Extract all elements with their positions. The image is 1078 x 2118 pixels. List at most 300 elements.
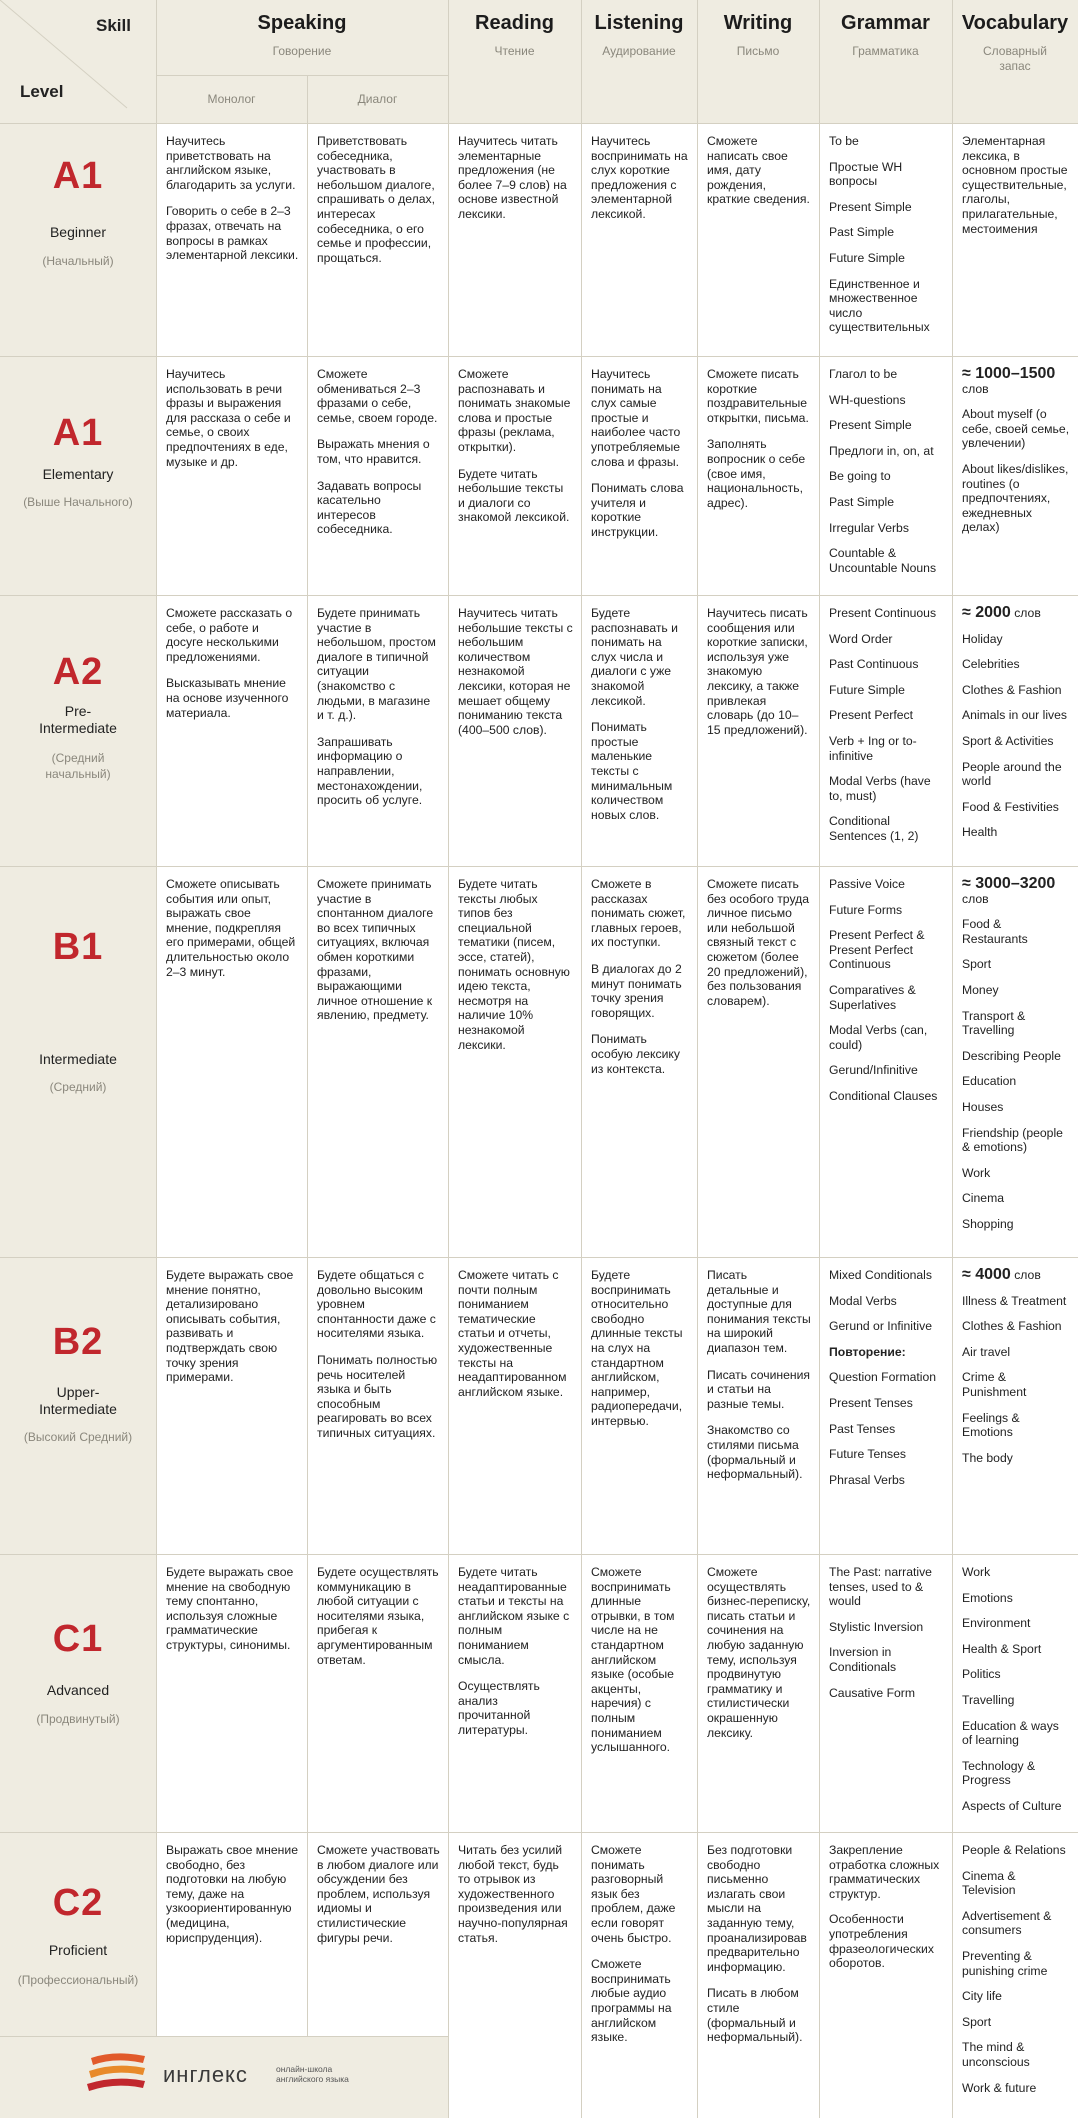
grammar-text xyxy=(829,1565,944,1711)
grammar-item: Предлоги in, on, at xyxy=(829,443,934,458)
text-paragraph: Сможете осуществлять бизнес-переписку, писать статьи и сочинения на любую заданную тему, используя продвинутую грамматику и стилистически окрашенную лексику. xyxy=(707,1565,811,1740)
grid-vline xyxy=(697,0,698,2118)
text-paragraph: Сможете писать без особого труда личное письмо или небольшой связный текст с сюжетом (более 20 предложений), без пользования словарем). xyxy=(707,877,810,1008)
vocab-count xyxy=(962,877,1070,906)
monolog-text xyxy=(166,1843,299,1957)
text-paragraph: Будете читать небольшие тексты и диалоги со знакомой лексикой. xyxy=(458,466,570,525)
grammar-item: Question Formation xyxy=(829,1370,937,1385)
grid-hline xyxy=(0,123,1078,124)
writing-cell xyxy=(697,866,819,1257)
dialog-cell xyxy=(307,123,448,356)
corner-header xyxy=(0,0,156,123)
grid-hline xyxy=(0,356,1078,357)
speaking-title: Speaking xyxy=(257,12,347,34)
text-paragraph: Сможете понимать разговорный язык без проблем, даже если говорят очень быстро. xyxy=(591,1843,676,1945)
grid-vline xyxy=(307,75,308,2036)
writing-cell xyxy=(697,1554,819,1832)
text-paragraph: Сможете рассказать о себе, о работе и досуге несколькими предложениями. xyxy=(166,606,293,664)
vocab-item: About likes/dislikes, routines (о предпочтениях, ежедневных делах) xyxy=(962,461,1069,535)
speaking-subtitle: Говорение xyxy=(272,44,332,58)
vocab-count-number: ≈ 1000–1500 xyxy=(962,365,1056,382)
grammar-item: Passive Voice xyxy=(829,877,905,891)
level-russian-name: (Средний) xyxy=(49,1080,107,1094)
text-paragraph: Будете воспринимать относительно свободно длинные тексты на слух на стандартном английском, например, радиопередачи, интервью. xyxy=(591,1268,683,1428)
grid-hline xyxy=(0,1832,1078,1833)
brand-tagline xyxy=(276,2064,349,2084)
text-paragraph: Писать в любом стиле (формальный и неформальный). xyxy=(707,1986,803,2045)
vocab-item: Air travel xyxy=(962,1344,1011,1359)
dialog-cell xyxy=(307,1554,448,1832)
grammar-item: Word Order xyxy=(829,631,893,646)
grid-hline xyxy=(0,595,1078,596)
text-paragraph: Выражать мнения о том, что нравится. xyxy=(317,437,430,466)
level-cell-b2 xyxy=(0,1257,156,1554)
vocab-count xyxy=(962,367,1070,396)
vocab-item: Cinema xyxy=(962,1191,1004,1206)
text-paragraph: Понимать слова учителя и короткие инструкции. xyxy=(591,481,684,539)
vocab-item: Describing People xyxy=(962,1048,1061,1063)
grammar-item: Stylistic Inversion xyxy=(829,1619,924,1634)
listening-cell xyxy=(581,1832,697,2118)
text-paragraph: Понимать полностью речь носителей языка и быть способным реагировать во всех типичных ситуациях. xyxy=(317,1352,438,1440)
listening-text xyxy=(591,1843,689,2057)
grammar-text xyxy=(829,1843,944,1982)
grammar-item: Gerund or Infinitive xyxy=(829,1319,932,1334)
grid-hline xyxy=(0,866,1078,867)
listening-text xyxy=(591,1268,689,1441)
vocab-text xyxy=(962,877,1070,1243)
vocab-cell xyxy=(952,356,1078,595)
tagline-line-1: онлайн-школа xyxy=(276,2064,333,2074)
text-paragraph: Будете выражать свое мнение на свободную тему спонтанно, используя сложные грамматические структуры, синонимы. xyxy=(166,1565,294,1652)
logo-area xyxy=(0,2036,448,2118)
writing-text xyxy=(707,134,811,219)
level-russian-name: (Продвинутый) xyxy=(36,1712,120,1726)
vocab-text xyxy=(962,134,1070,247)
reading-text xyxy=(458,1268,573,1411)
text-paragraph: Сможете описывать события или опыт, выражать свое мнение, подкрепляя его примерами, общей длительностью около 2–3 минут. xyxy=(166,877,296,979)
level-name: Pre-Intermediate xyxy=(39,703,117,736)
level-code: B1 xyxy=(52,926,104,968)
vocab-item: Sport xyxy=(962,957,992,972)
grammar-item: Modal Verbs (have to, must) xyxy=(829,774,931,803)
vocab-count-unit: слов xyxy=(1010,606,1041,620)
writing-text xyxy=(707,877,811,1020)
reading-cell xyxy=(448,356,581,595)
grid-hline xyxy=(156,75,448,76)
reading-cell xyxy=(448,123,581,356)
reading-text xyxy=(458,134,573,234)
vocab-item: Technology & Progress xyxy=(962,1758,1036,1788)
text-paragraph: Говорить о себе в 2–3 фразах, отвечать на вопросы в рамках элементарной лексики. xyxy=(166,204,299,263)
vocab-item: Education xyxy=(962,1074,1017,1089)
listening-cell xyxy=(581,1554,697,1832)
grammar-text xyxy=(829,1268,944,1498)
writing-text xyxy=(707,367,811,522)
level-cell-c1 xyxy=(0,1554,156,1832)
vocab-item: Emotions xyxy=(962,1590,1013,1605)
vocab-item: Work xyxy=(962,1565,991,1579)
text-paragraph: Осуществлять анализ прочитанной литературы. xyxy=(458,1679,540,1737)
grammar-item: Past Simple xyxy=(829,494,895,509)
vocab-text xyxy=(962,606,1070,851)
level-code: B2 xyxy=(52,1321,104,1363)
vocab-item: Transport & Travelling xyxy=(962,1008,1026,1038)
writing-subtitle: Письмо xyxy=(736,44,780,58)
vocab-item: Health & Sport xyxy=(962,1641,1042,1656)
grammar-item: Conditional Clauses xyxy=(829,1088,938,1103)
monolog-text xyxy=(166,367,299,481)
text-paragraph: Без подготовки свободно письменно излагать свои мысли на заданную тему, проанализировав предварительно информацию. xyxy=(707,1843,807,1974)
vocab-item: Advertisement & consumers xyxy=(962,1908,1052,1938)
grammar-item: Повторение: xyxy=(829,1344,906,1359)
grid-hline xyxy=(0,1257,1078,1258)
grammar-cell xyxy=(819,356,952,595)
reading-subtitle: Чтение xyxy=(494,44,535,58)
text-paragraph: Запрашивать информацию о направлении, местонахождении, просить об услуге. xyxy=(317,734,423,808)
text-paragraph: Сможете обмениваться 2–3 фразами о себе, семье, своем городе. xyxy=(317,367,438,425)
grammar-item: Be going to xyxy=(829,469,891,484)
vocab-item: Aspects of Culture xyxy=(962,1798,1062,1813)
text-paragraph: Выражать свое мнение свободно, без подготовки на любую тему, даже на узкоориентированную (медицина, юриспруденция). xyxy=(166,1843,299,1945)
level-russian-name: (Начальный) xyxy=(42,254,114,268)
grammar-item: Conditional Sentences (1, 2) xyxy=(829,814,919,843)
text-paragraph: Будете общаться с довольно высоким уровнем спонтанности даже с носителями языка. xyxy=(317,1268,436,1341)
vocab-item: Environment xyxy=(962,1616,1031,1631)
text-paragraph: Сможете написать свое имя, дату рождения, краткие сведения. xyxy=(707,134,810,207)
vocab-text xyxy=(962,1565,1070,1825)
level-name: Beginner xyxy=(49,224,107,240)
reading-cell xyxy=(448,1554,581,1832)
listening-text xyxy=(591,1565,689,1767)
text-paragraph: Сможете воспринимать любые аудио программы на английском языке. xyxy=(591,1957,672,2045)
listening-cell xyxy=(581,595,697,866)
vocabulary-header xyxy=(952,0,1078,123)
reading-cell xyxy=(448,866,581,1257)
grammar-item: Irregular Verbs xyxy=(829,520,909,535)
level-label: Level xyxy=(20,82,64,101)
dialog-text xyxy=(317,367,440,549)
monolog-cell xyxy=(156,123,307,356)
tagline-line-2: английского языка xyxy=(276,2074,349,2084)
reading-text xyxy=(458,877,573,1064)
vocab-item: Food & Festivities xyxy=(962,799,1059,814)
reading-text xyxy=(458,1843,573,1957)
text-paragraph: Писать детальные и доступные для понимания тексты на широкий диапазон тем. xyxy=(707,1268,811,1355)
level-cell-b1 xyxy=(0,866,156,1257)
vocab-count xyxy=(962,606,1070,621)
text-paragraph: Научитесь понимать на слух самые простые и наиболее часто употребляемые слова и фразы. xyxy=(591,367,681,469)
listening-title: Listening xyxy=(594,12,684,34)
vocab-item: Clothes & Fashion xyxy=(962,1319,1062,1334)
level-name: Advanced xyxy=(46,1682,110,1698)
vocabulary-subtitle: Словарный запас xyxy=(982,44,1048,73)
level-code: A1 xyxy=(52,155,104,197)
vocab-item: Animals in our lives xyxy=(962,708,1067,723)
grid-vline xyxy=(952,0,953,2118)
vocab-item: Sport xyxy=(962,2014,992,2029)
reading-cell xyxy=(448,1832,581,2118)
level-code: C1 xyxy=(52,1618,104,1660)
vocab-count-number: ≈ 4000 xyxy=(962,1266,1011,1283)
listening-text xyxy=(591,606,689,834)
level-russian-name: (Высокий Средний) xyxy=(23,1430,133,1444)
monolog-label: Монолог xyxy=(207,92,256,106)
text-paragraph: Сможете читать с почти полным пониманием тематические статьи и отчеты, художественные тексты на неадаптированном английском языке. xyxy=(458,1268,567,1399)
dialog-label: Диалог xyxy=(357,92,398,106)
text-paragraph: Писать сочинения и статьи на разные темы. xyxy=(707,1367,811,1411)
grammar-item: Особенности употребления фразеологических оборотов. xyxy=(829,1912,934,1971)
grammar-item: Present Tenses xyxy=(829,1395,913,1410)
text-paragraph: Научитесь приветствовать на английском языке, благодарить за услуги. xyxy=(166,134,296,192)
vocab-count-unit: слов xyxy=(962,891,989,906)
text-paragraph: Высказывать мнение на основе изученного материала. xyxy=(166,676,289,720)
level-russian-name: (Профессиональный) xyxy=(17,1973,139,1987)
writing-text xyxy=(707,1268,811,1494)
vocab-item: Crime & Punishment xyxy=(962,1370,1027,1399)
grammar-cell xyxy=(819,1554,952,1832)
grammar-subtitle: Грамматика xyxy=(852,44,919,58)
vocabulary-title: Vocabulary xyxy=(961,12,1069,34)
level-code: C2 xyxy=(52,1882,104,1924)
vocab-item: Education & ways of learning xyxy=(962,1718,1059,1748)
grid-vline xyxy=(156,0,157,2036)
vocab-count-unit: слов xyxy=(1010,1268,1041,1282)
vocab-item: The body xyxy=(962,1450,1013,1465)
speaking-header xyxy=(156,0,448,75)
grid-hline xyxy=(0,2036,448,2037)
level-cell-c2 xyxy=(0,1832,156,2036)
vocab-item: Sport & Activities xyxy=(962,733,1054,748)
grammar-cell xyxy=(819,595,952,866)
dialog-text xyxy=(317,1565,440,1679)
grammar-item: Causative Form xyxy=(829,1685,916,1700)
dialog-text xyxy=(317,1843,440,1957)
grammar-item: Future Simple xyxy=(829,250,905,265)
grid-vline xyxy=(448,0,449,2118)
dialog-cell xyxy=(307,595,448,866)
grammar-item: To be xyxy=(829,134,859,148)
writing-text xyxy=(707,606,811,749)
grammar-item: Present Continuous xyxy=(829,606,937,620)
vocab-text xyxy=(962,367,1070,546)
writing-header xyxy=(697,0,819,123)
text-paragraph: Приветствовать собеседника, участвовать в небольшом диалоге, спрашивать о делах, интересах собеседника, о его семье и профессии, прощаться. xyxy=(317,134,436,265)
grammar-item: Future Tenses xyxy=(829,1447,907,1462)
monolog-text xyxy=(166,134,299,275)
writing-text xyxy=(707,1565,811,1752)
grammar-item: Present Simple xyxy=(829,199,912,214)
vocab-item: People & Relations xyxy=(962,1843,1066,1857)
grammar-item: Глагол to be xyxy=(829,367,898,381)
vocab-item: Health xyxy=(962,825,998,840)
reading-text xyxy=(458,367,573,537)
text-paragraph: Научитесь читать элементарные предложения (не более 7–9 слов) на основе известной лексики. xyxy=(458,134,567,221)
grid-vline xyxy=(819,0,820,2118)
text-paragraph: Сможете писать короткие поздравительные открытки, письма. xyxy=(707,367,809,425)
writing-cell xyxy=(697,1257,819,1554)
grammar-item: Comparatives & Superlatives xyxy=(829,982,916,1012)
listening-text xyxy=(591,877,689,1088)
text-paragraph: Будете читать тексты любых типов без специальной тематики (писем, эссе, статей), понимать основную идею текста, несмотря на наличие 10% незнакомой лексики. xyxy=(458,877,570,1052)
text-paragraph: Научитесь воспринимать на слух короткие предложения с элементарной лексикой. xyxy=(591,134,688,221)
dialog-cell xyxy=(307,356,448,595)
dialog-subheader xyxy=(307,75,448,123)
text-paragraph: Понимать простые маленькие тексты с минимальным количеством новых слов. xyxy=(591,720,673,822)
dialog-text xyxy=(317,134,440,277)
grammar-item: WH-questions xyxy=(829,392,906,407)
grammar-header xyxy=(819,0,952,123)
writing-text xyxy=(707,1843,811,2057)
grammar-item: Mixed Conditionals xyxy=(829,1268,932,1282)
grammar-item: Gerund/Infinitive xyxy=(829,1063,918,1078)
grammar-text xyxy=(829,606,944,855)
vocab-item: Work xyxy=(962,1165,991,1180)
monolog-cell xyxy=(156,1257,307,1554)
text-paragraph: Заполнять вопросник о себе (свое имя, национальность, адрес). xyxy=(707,437,806,510)
level-cell-a1 xyxy=(0,356,156,595)
text-paragraph: Знакомство со стилями письма (формальный и неформальный). xyxy=(707,1423,803,1482)
monolog-text xyxy=(166,606,299,732)
text-paragraph: Сможете участвовать в любом диалоге или обсуждении без проблем, используя идиомы и стилистические фигуры речи. xyxy=(317,1843,440,1945)
text-paragraph: Будете читать неадаптированные статьи и тексты на английском языке с полным пониманием смысла. xyxy=(458,1565,570,1667)
monolog-text xyxy=(166,1268,299,1397)
listening-cell xyxy=(581,123,697,356)
reading-text xyxy=(458,606,573,749)
listening-text xyxy=(591,367,689,552)
vocab-count xyxy=(962,1268,1070,1283)
inglex-logo-icon xyxy=(85,2048,155,2100)
grammar-text xyxy=(829,367,944,586)
text-paragraph: Научитесь использовать в речи фразы и выражения для рассказа о себе и семье, о своих предпочтениях в еде, музыке и др. xyxy=(166,367,291,469)
text-paragraph: В диалогах до 2 минут понимать точку зрения говорящих. xyxy=(591,961,682,1020)
dialog-cell xyxy=(307,866,448,1257)
writing-cell xyxy=(697,356,819,595)
grammar-item: Verb + Ing or to-infinitive xyxy=(829,733,917,763)
text-paragraph: Будете распознавать и понимать на слух числа и диалоги с уже знакомой лексикой. xyxy=(591,606,678,708)
vocab-text xyxy=(962,1268,1070,1476)
monolog-subheader xyxy=(156,75,307,123)
grammar-item: Простые WH вопросы xyxy=(829,159,903,189)
vocab-cell xyxy=(952,1257,1078,1554)
vocab-cell xyxy=(952,866,1078,1257)
vocab-item: Illness & Treatment xyxy=(962,1293,1067,1308)
vocab-item: Friendship (people & emotions) xyxy=(962,1125,1063,1155)
text-paragraph: Научитесь читать небольшие тексты с небольшим количеством незнакомой лексики, которая не мешает общему пониманию текста (400–500 слов). xyxy=(458,606,573,737)
text-paragraph: Читать без усилий любой текст, будь то отрывок из художественного произведения или научно-популярная статья. xyxy=(458,1843,568,1945)
monolog-text xyxy=(166,1565,299,1665)
vocab-item: People around the world xyxy=(962,759,1062,789)
corner-diagonal xyxy=(0,0,156,123)
grammar-item: Закрепление отработка сложных грамматических структур. xyxy=(829,1843,940,1901)
listening-cell xyxy=(581,866,697,1257)
reading-cell xyxy=(448,1257,581,1554)
vocab-item: Food & Restaurants xyxy=(962,917,1028,946)
grammar-item: Inversion in Conditionals xyxy=(829,1645,897,1674)
vocab-item: Holiday xyxy=(962,631,1003,646)
text-paragraph: Сможете распознавать и понимать знакомые слова и простые фразы (реклама, открытки). xyxy=(458,367,571,454)
vocab-item: City life xyxy=(962,1989,1002,2004)
monolog-cell xyxy=(156,1554,307,1832)
vocab-cell xyxy=(952,1832,1078,2118)
grammar-item: Past Tenses xyxy=(829,1421,896,1436)
writing-cell xyxy=(697,123,819,356)
listening-header xyxy=(581,0,697,123)
grammar-text xyxy=(829,877,944,1115)
grammar-item: Past Continuous xyxy=(829,657,919,672)
level-name: Proficient xyxy=(48,1942,108,1958)
writing-cell xyxy=(697,595,819,866)
text-paragraph: Будете принимать участие в небольшом, простом диалоге в типичной ситуации (знакомство с людьми, в магазине и т. д.). xyxy=(317,606,436,723)
writing-cell xyxy=(697,1832,819,2118)
vocab-item: Money xyxy=(962,982,999,997)
listening-cell xyxy=(581,1257,697,1554)
reading-header xyxy=(448,0,581,123)
listening-text xyxy=(591,134,689,234)
grammar-item: Единственное и множественное число существительных xyxy=(829,276,930,335)
grammar-item: Modal Verbs xyxy=(829,1293,897,1308)
monolog-cell xyxy=(156,866,307,1257)
text-paragraph: Сможете в рассказах понимать сюжет, главных героев, их поступки. xyxy=(591,877,686,950)
level-cell-a1 xyxy=(0,123,156,356)
vocab-item: Travelling xyxy=(962,1692,1015,1707)
grammar-item: Present Perfect & Present Perfect Continuous xyxy=(829,928,925,972)
vocab-item: Celebrities xyxy=(962,657,1020,672)
dialog-text xyxy=(317,877,440,1035)
vocab-text xyxy=(962,1843,1070,2106)
grammar-cell xyxy=(819,866,952,1257)
brand-name: инглекс xyxy=(163,2062,248,2087)
dialog-text xyxy=(317,1268,440,1453)
vocab-item: Preventing & punishing crime xyxy=(962,1948,1048,1978)
grammar-item: The Past: narrative tenses, used to & would xyxy=(829,1565,932,1609)
level-russian-name: (Выше Начального) xyxy=(23,495,133,509)
grammar-text xyxy=(829,134,944,346)
grammar-item: Present Perfect xyxy=(829,708,913,723)
vocab-item: Элементарная лексика, в основном простые существительные, глаголы, прилагательные, местоимения xyxy=(962,134,1068,236)
vocab-item: Work & future xyxy=(962,2080,1037,2095)
grid-vline xyxy=(581,0,582,2118)
vocab-cell xyxy=(952,123,1078,356)
text-paragraph: Будете осуществлять коммуникацию в любой ситуации с носителями языка, прибегая к аргументированным ответам. xyxy=(317,1565,439,1667)
vocab-item: Feelings & Emotions xyxy=(962,1410,1020,1440)
vocab-item: The mind & unconscious xyxy=(962,2040,1030,2069)
reading-text xyxy=(458,1565,573,1750)
vocab-cell xyxy=(952,595,1078,866)
dialog-cell xyxy=(307,1257,448,1554)
vocab-item: Cinema & Television xyxy=(962,1868,1016,1898)
grammar-cell xyxy=(819,1257,952,1554)
level-code: A1 xyxy=(52,412,104,454)
dialog-text xyxy=(317,606,440,820)
vocab-count-number: ≈ 2000 xyxy=(962,604,1011,621)
monolog-text xyxy=(166,877,299,991)
text-paragraph: Будете выражать свое мнение понятно, детализировано описывать события, развивать и подтверждать свою точку зрения примерами. xyxy=(166,1268,294,1385)
level-russian-name: (Средний начальный) xyxy=(45,751,111,781)
grammar-item: Modal Verbs (can, could) xyxy=(829,1023,928,1052)
level-name: Elementary xyxy=(42,466,114,482)
vocab-item: Shopping xyxy=(962,1216,1014,1231)
level-code: A2 xyxy=(52,651,104,693)
vocab-count-number: ≈ 3000–3200 xyxy=(962,875,1056,892)
vocab-count-unit: слов xyxy=(962,381,989,396)
text-paragraph: Сможете воспринимать длинные отрывки, в том числе на не стандартном английском языке (особые акценты, наречия) с полным пониманием услышанного. xyxy=(591,1565,675,1755)
text-paragraph: Сможете принимать участие в спонтанном диалоге во всех типичных ситуациях, включая обмен короткими фразами, выражающими личное отношение к явлению, предмету. xyxy=(317,877,434,1023)
grammar-item: Future Simple xyxy=(829,682,905,697)
vocab-item: Clothes & Fashion xyxy=(962,682,1062,697)
level-name: Intermediate xyxy=(39,1051,117,1067)
vocab-cell xyxy=(952,1554,1078,1832)
